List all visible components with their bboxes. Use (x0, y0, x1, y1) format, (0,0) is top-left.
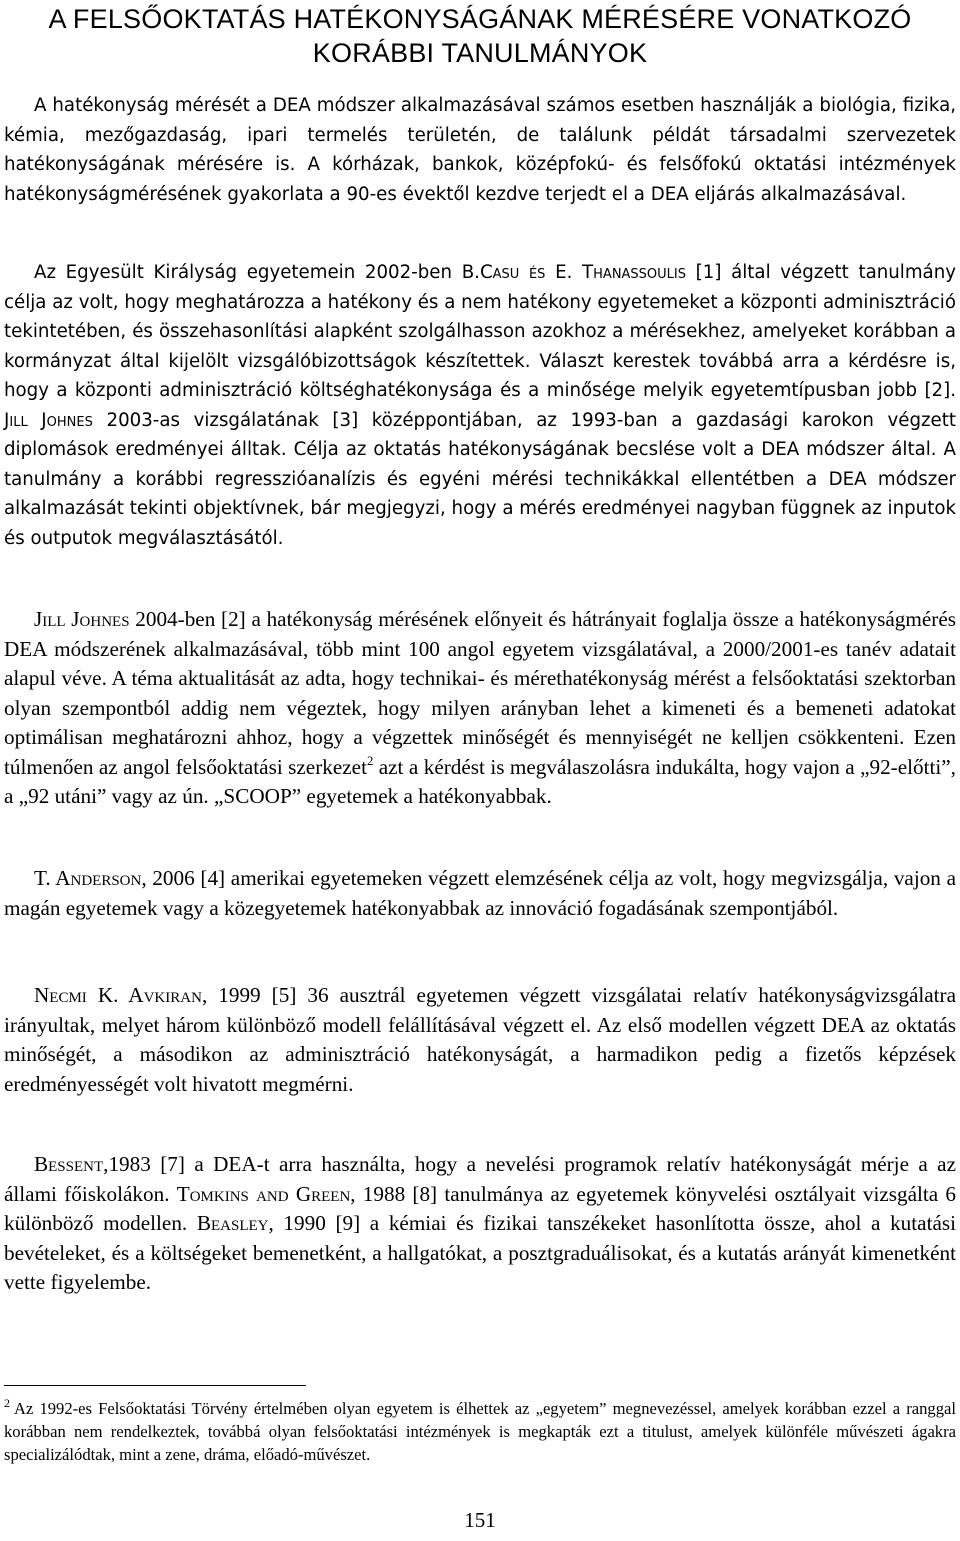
author-name: Necmi K. Avkiran (34, 983, 202, 1007)
text-run: Az Egyesült Királyság egyetemein 2002-ben (34, 262, 462, 283)
paragraph-johnes-2004 (4, 605, 956, 812)
page-number: 151 (464, 1508, 496, 1532)
heading-line-2: KORÁBBI TANULMÁNYOK (312, 38, 648, 68)
heading-line-1: A FELSŐOKTATÁS HATÉKONYSÁGÁNAK MÉRÉSÉRE VONATKOZÓ (48, 4, 912, 34)
author-name: B.Casu és E. Thanassoulis (461, 262, 687, 283)
text-run: 2004-ben [2] a hatékonyság mérésének előnyeit és hátrányait foglalja össze a hatékonyságmérés DEA módszerének alkalmazásával, több mint 100 angol egyetem vizsgálatával, a 2000/2001-es tanév adatait alapul véve. A téma aktualitását az adta, hogy technikai- és mérethatékonyság mérést a felsőoktatási szektorban olyan szempontból addig nem végeztek, hogy milyen arányban lehet a kimeneti és a bemeneti adatokat optimálisan meghatározni ahhoz, hogy a végzettek minőségét és mennyiségét ne kelljen csökkenteni. Ezen túlmenően az angol felsőoktatási szerkezet (4, 607, 956, 779)
paragraph-intro-text: A hatékonyság mérését a DEA módszer alkalmazásával számos esetben használják a biológia, fizika, kémia, mezőgazdaság, ipari termelés területén, de találunk példát társadalmi szervezetek hatékonyságának mérésére is. A kórházak, bankok, középfokú- és felsőfokú oktatási intézmények hatékonyságmérésének gyakorlata a 90-es évektől kezdve terjedt el a DEA eljárás alkalmazásával. (4, 95, 956, 205)
paragraph-anderson (4, 864, 956, 923)
footnote (4, 1397, 956, 1466)
text-run: [1] által végzett tanulmány célja az volt, hogy meghatározza a hatékony és a nem hatékony egyetemeket a központi adminisztráció tekintetében, és összehasonlítási alapként szolgálhasson azokhoz a mérésekhez, amelyeket korábban a kormányzat által kijelölt vizsgálóbizottságok készítettek. Választ kerestek továbbá arra a kérdésre is, hogy a központi adminisztráció költséghatékonysága és a minősége melyik egyetemtípusban jobb [2]. (4, 262, 956, 401)
author-name: T. Anderson (34, 866, 142, 890)
footnote-text: Az 1992-es Felsőoktatási Törvény értelmében olyan egyetem is élhettek az „egyetem” megnevezéssel, amelyek korábban ezzel a ranggal korábban nem rendelkeztek, továbbá olyan felsőoktatási intézmények is megkapták ezt a titulust, amelyek különféle művészeti ágakra specializálódtak, mint a zene, dráma, előadó-művészet. (4, 1399, 956, 1464)
paragraph-avkiran (4, 981, 956, 1099)
footnote-mark: 2 (4, 1396, 10, 1411)
footnote-reference: 2 (366, 753, 374, 768)
author-name: Jill Johnes (4, 409, 93, 431)
paragraph-bessent-tomkins-beasley (4, 1150, 956, 1298)
author-name: Beasley (196, 1211, 269, 1235)
footnote-divider (4, 1385, 306, 1386)
text-run: azt a kérdést is megválaszolásra indukálta, hogy vajon a „92-előtti”, a „92 utáni” vagy az ún. „SCOOP” egyetemek a hatékonyabbak. (4, 754, 956, 808)
paragraph-intro (4, 91, 956, 209)
author-name: Jill Johnes (34, 607, 130, 631)
paragraph-casu-thanassoulis (4, 258, 956, 553)
text-run: , 2006 [4] amerikai egyetemeken végzett elemzésének célja az volt, hogy megvizsgálja, vajon a magán egyetemek vagy a közegyetemek hatékonyabbak az innováció fogadásának szempontjából. (4, 866, 956, 920)
author-name: Tomkins and Green (176, 1181, 351, 1206)
text-run: , 1999 [5] 36 ausztrál egyetemen végzett vizsgálatai relatív hatékonyságvizsgálatra irányultak, melyet három különböző modell felállításával végzett el. Az első modellen végzett DEA az oktatás minőségét, a másodikon az adminisztráció hatékonyságát, a harmadikon pedig a fizetős képzések eredményességét volt hivatott megmérni. (4, 983, 956, 1096)
text-run: , 1990 [9] a kémiai és fizikai tanszékeket hasonlította össze, ahol a kutatási bevételeket, és a költségeket bemenetként, a hallgatókat, a posztgraduálisokat, és a kutatás arányát kimenetként vette figyelembe. (4, 1211, 956, 1294)
text-run: 2003-as vizsgálatának [3] középpontjában, az 1993-ban a gazdasági karokon végzett diplomások eredményei álltak. Célja az oktatás hatékonyságának becslése volt a DEA módszer által. A tanulmány a korábbi regresszióanalízis és egyéni mérési technikákkal ellentétben a DEA módszer alkalmazását tekinti objektívnek, bár megjegyzi, hogy a mérés eredményei nagyban függnek az inputok és outputok megválasztásától. (4, 409, 957, 549)
text-run: , 1988 [8] tanulmánya az egyetemek könyvelési osztályait vizsgálta 6 különböző modellen. (4, 1181, 956, 1235)
section-heading (0, 2, 960, 70)
author-name: Bessent (34, 1152, 104, 1176)
text-run: ,1983 [7] a DEA-t arra használta, hogy a nevelési programok relatív hatékonyságát mérje a az állami főiskolákon. (4, 1152, 956, 1206)
